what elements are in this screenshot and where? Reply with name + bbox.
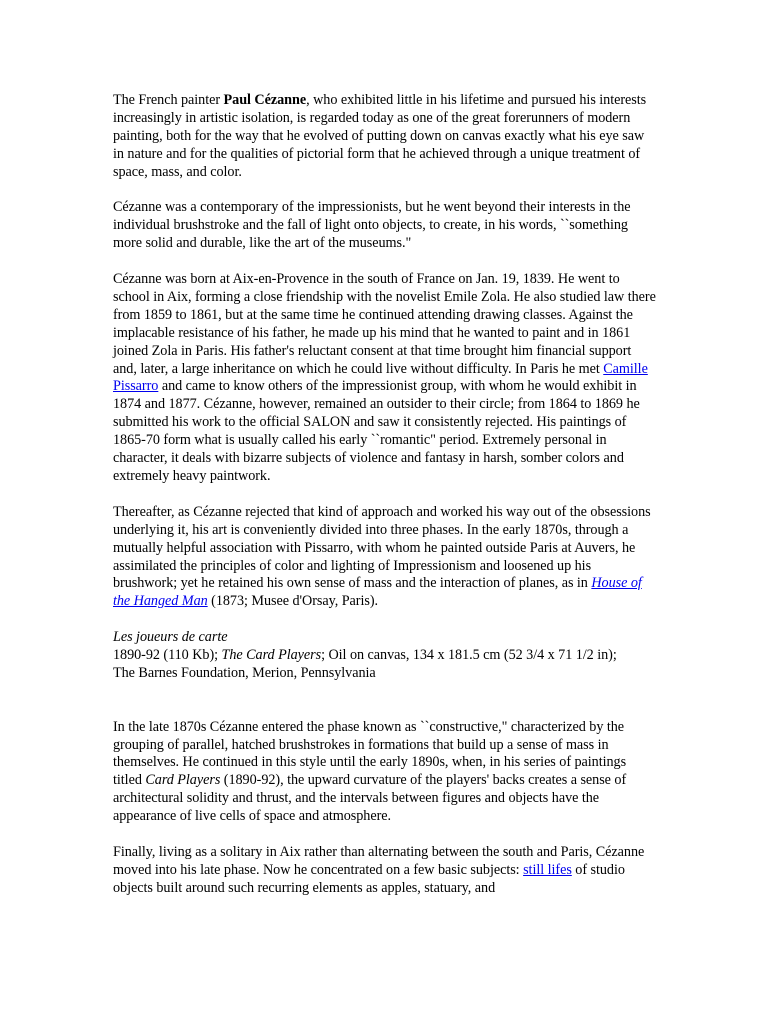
late-phase-paragraph xyxy=(113,844,658,898)
constructive-text-end: (1890-92), the upward curvature of the players' backs creates a sense of architectural solidity and thrust, and the intervals between figures and objects have the appearance of live cells of space and atmosphere. xyxy=(113,772,627,825)
caption-title: Les joueurs de carte xyxy=(113,629,228,646)
biography-text-end: and came to know others of the impressionist group, with whom he would exhibit in 1874 and 1877. Cézanne, however, remained an outsider to their circle; from 1864 to 1869 he submitted his work to the official SALON and saw it consistently rejected. His paintings of 1865-70 form what is usually called his early ``romantic" period. Extremely personal in character, it deals with bizarre subjects of violence and fantasy in harsh, somber colors and extremely heavy paintwork. xyxy=(113,378,640,484)
caption-medium: ; Oil on canvas, 134 x 181.5 cm (52 3/4 x 71 1/2 in); xyxy=(321,647,617,664)
phases-paragraph xyxy=(113,504,658,611)
painting-caption xyxy=(113,629,658,683)
intro-paragraph xyxy=(113,92,658,182)
caption-english-title: The Card Players xyxy=(221,647,322,664)
phases-text-start: Thereafter, as Cézanne rejected that kind of approach and worked his way out of the obsessions underlying it, his art is conveniently divided into three phases. In the early 1870s, through a mutually helpful association with Pissarro, with whom he painted outside Paris at Auvers, he assimilated the principles of color and lighting of Impressionism and loosened up his brushwork; yet he retained his own sense of mass and the interaction of planes, as in xyxy=(113,503,651,592)
biography-paragraph xyxy=(113,271,658,486)
hanged-man-link-label: House of the Hanged Man xyxy=(113,575,642,610)
caption-date: 1890-92 (110 Kb); xyxy=(113,647,222,664)
pissarro-link[interactable]: Camille Pissarro xyxy=(113,360,648,395)
still-lifes-link[interactable]: still lifes xyxy=(523,861,572,878)
constructive-paragraph xyxy=(113,719,658,826)
caption-location: The Barnes Foundation, Merion, Pennsylvania xyxy=(113,664,376,681)
impressionists-text: Cézanne was a contemporary of the impressionists, but he went beyond their interests in the individual brushstroke and the fall of light onto objects, to create, in his words, ``something more solid and durable, like the art of the museums." xyxy=(113,199,631,252)
late-phase-text-end: of studio objects built around such recurring elements as apples, statuary, and xyxy=(113,861,625,896)
biography-text-start: Cézanne was born at Aix-en-Provence in the south of France on Jan. 19, 1839. He went to school in Aix, forming a close friendship with the novelist Emile Zola. He also studied law there from 1859 to 1861, but at the same time he continued attending drawing classes. Against the implacable resistance of his father, he made up his mind that he wanted to paint and in 1861 joined Zola in Paris. His father's reluctant consent at that time brought him financial support and, later, a large inheritance on which he could live without difficulty. In Paris he met xyxy=(113,271,656,377)
card-players-title: Card Players xyxy=(145,772,221,789)
late-phase-text-start: Finally, living as a solitary in Aix rather than alternating between the south and Paris, Cézanne moved into his late phase. Now he concentrated on a few basic subjects: xyxy=(113,843,645,878)
intro-text-end: , who exhibited little in his lifetime and pursued his interests increasingly in artistic isolation, is regarded today as one of the great forerunners of modern painting, both for the way that he evolved of putting down on canvas exactly what his eye saw in nature and for the qualities of pictorial form that he achieved through a unique treatment of space, mass, and color. xyxy=(113,92,647,180)
constructive-text-start: In the late 1870s Cézanne entered the phase known as ``constructive," characterized by the grouping of parallel, hatched brushstrokes in formations that build up a sense of mass in themselves. He continued in this style until the early 1890s, when, in his series of paintings titled xyxy=(113,718,627,789)
impressionists-paragraph xyxy=(113,199,658,253)
artist-name: Paul Cézanne xyxy=(223,92,307,108)
document-page xyxy=(113,92,658,916)
phases-text-end: (1873; Musee d'Orsay, Paris). xyxy=(207,593,379,610)
intro-text-start: The French painter xyxy=(113,92,224,108)
